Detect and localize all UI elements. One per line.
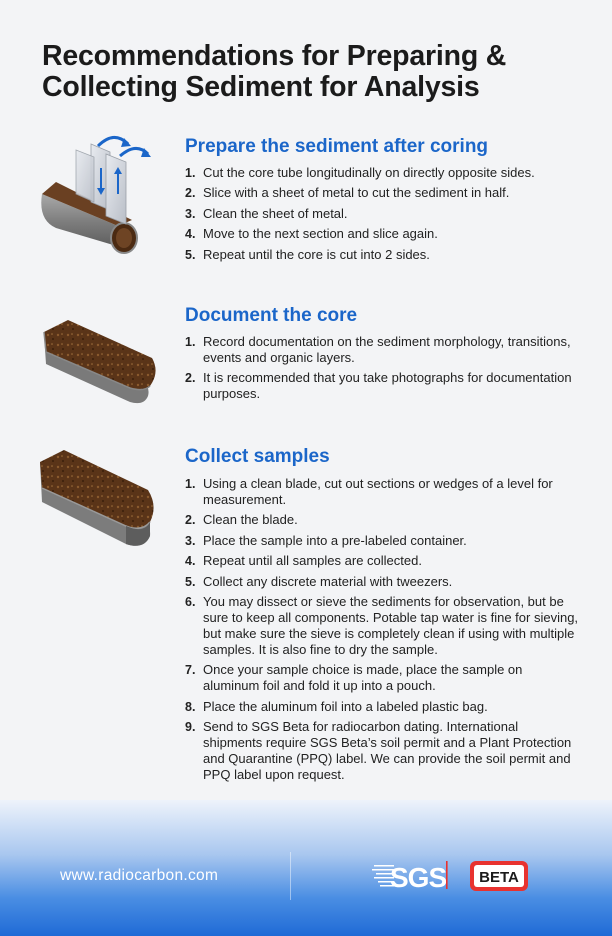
list-item: 7. Once your sample choice is made, place the sample on aluminum foil and fold it up into a pouch. (185, 662, 523, 694)
footer-divider (290, 852, 291, 900)
list-item: 6. You may dissect or sieve the sediments for observation, but be sure to keep all components. Potable tap water is fine for sieving, but make sure the sieve is completely clean if using with multiple samples. It is also fine to dry the sample. (185, 593, 579, 657)
list-item: 2. Clean the blade. (185, 512, 298, 528)
steps-list (185, 334, 580, 407)
list-item: 1. Cut the core tube longitudinally on directly opposite sides. (185, 165, 535, 180)
list-item: 8. Place the aluminum foil into a labeled plastic bag. (185, 698, 488, 714)
svg-text:SGS: SGS (390, 862, 447, 893)
page-title: Recommendations for Preparing & Collecting Sediment for Analysis (42, 40, 507, 103)
steps-list (185, 476, 580, 788)
core-slicing-illustration (36, 132, 161, 257)
list-item: 5. Collect any discrete material with tweezers. (185, 573, 453, 589)
section-heading: Collect samples (185, 446, 330, 467)
list-item: 2. Slice with a sheet of metal to cut the sediment in half. (185, 185, 510, 201)
list-item: 3. Clean the sheet of metal. (185, 205, 348, 221)
list-item: 3. Place the sample into a pre-labeled container. (185, 532, 467, 548)
list-item: 5. Repeat until the core is cut into 2 sides. (185, 246, 430, 262)
list-item: 1. Record documentation on the sediment morphology, transitions, events and organic layers. (185, 334, 571, 365)
beta-logo (470, 861, 528, 891)
website-link[interactable]: www.radiocarbon.com (60, 867, 219, 884)
sgs-logo (372, 857, 452, 893)
split-core-illustration (36, 312, 161, 412)
steps-list (185, 165, 580, 267)
list-item: 9. Send to SGS Beta for radiocarbon dating. International shipments require SGS Beta’s soil permit and a Plant Protection and Quarantine (PPQ) label. We can provide the soil permit and PPQ label upon request. (185, 719, 572, 783)
section-heading: Prepare the sediment after coring (185, 136, 489, 157)
list-item: 4. Repeat until all samples are collected. (185, 553, 422, 569)
list-item: 2. It is recommended that you take photographs for documentation purposes. (185, 370, 572, 402)
list-item: 1. Using a clean blade, cut out sections or wedges of a level for measurement. (185, 476, 553, 507)
section-heading: Document the core (185, 305, 358, 326)
half-core-illustration (36, 444, 161, 554)
svg-text:BETA: BETA (479, 869, 519, 886)
list-item: 4. Move to the next section and slice again. (185, 226, 438, 242)
